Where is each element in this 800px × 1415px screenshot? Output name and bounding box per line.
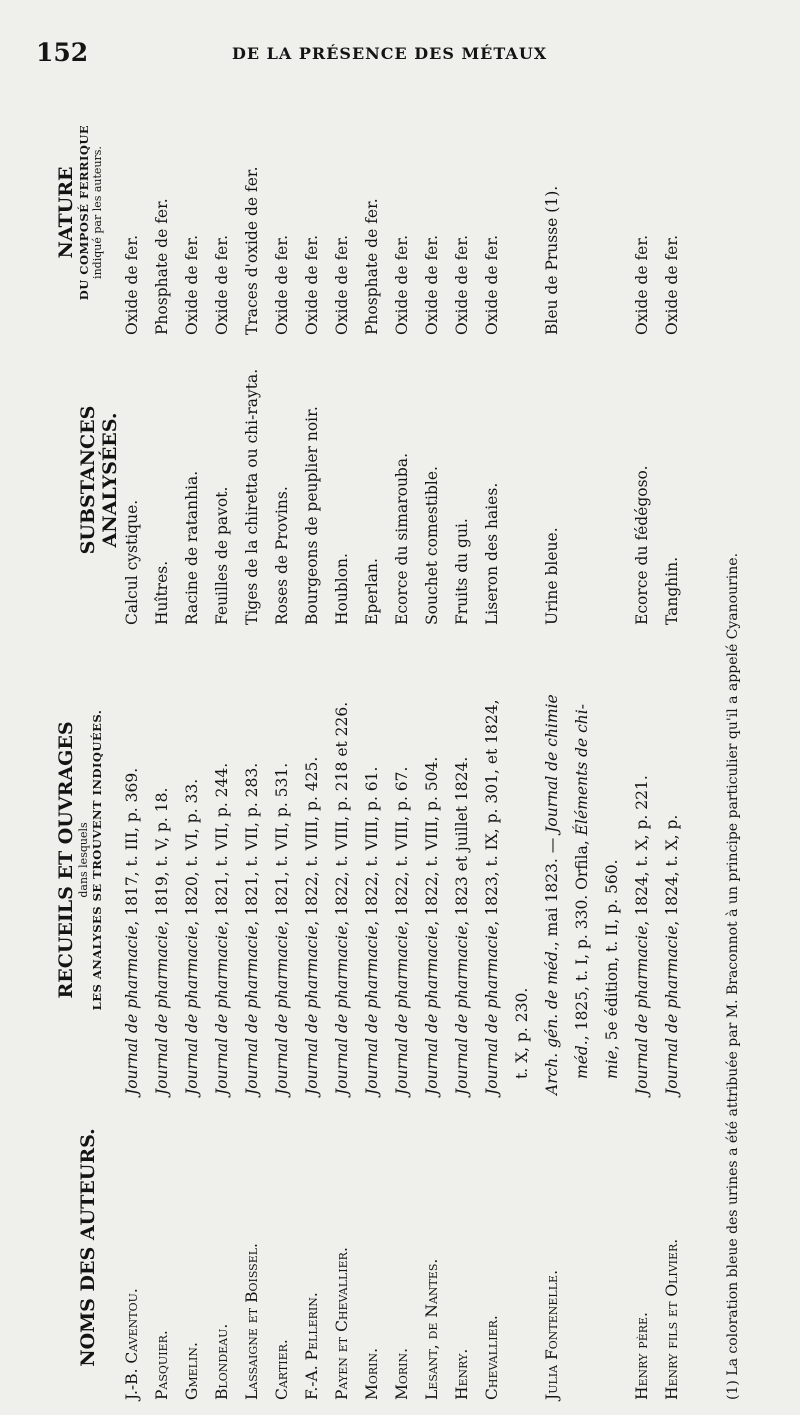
nature-title: NATURE: [55, 166, 77, 259]
journal-name: Journal de pharmacie: [123, 925, 141, 1095]
nature-cell: Bleu de Prusse (1).: [543, 185, 561, 335]
column-header-substances: SUBSTANCES ANALYSÉES.: [77, 405, 121, 555]
reference-cell: [417, 625, 447, 1095]
author-cell: Blondeau.: [213, 1323, 231, 1400]
reference-detail: , mai 1823. —: [543, 832, 561, 947]
reference-detail: , 1823 et juillet 1824.: [453, 756, 471, 926]
reference-line: [567, 625, 597, 1095]
journal-name: Journal de pharmacie: [243, 925, 261, 1095]
reference-detail: , 1821, t. VII, p. 244.: [213, 762, 231, 926]
table-row: [297, 90, 327, 1400]
reference-cell: [297, 625, 327, 1095]
journal-name: mie: [603, 1050, 621, 1079]
column-header-nature: [55, 90, 104, 335]
column-header-recueils: [55, 625, 104, 1095]
journal-name: Journal de pharmacie: [663, 925, 681, 1095]
journal-name: Journal de chimie: [543, 694, 561, 833]
reference-detail: , 1820, t. VI, p. 33.: [183, 778, 201, 926]
nature-cell: Oxide de fer.: [333, 235, 351, 335]
reference-detail: , 1824, t. X, p.: [663, 814, 681, 926]
rotated-table-block: [55, 90, 745, 1400]
author-cell: J.-B. Caventou.: [123, 1288, 141, 1400]
journal-name: Journal de pharmacie: [363, 925, 381, 1095]
reference-detail: , 1822, t. VIII, p. 61.: [363, 766, 381, 926]
journal-name: Journal de pharmacie: [483, 925, 501, 1095]
substance-cell: Calcul cystique.: [123, 499, 141, 625]
footnote: (1) La coloration bleue des urines a été attribuée par M. Braconnot à un principe particulier qu'il a appelé Cyanourine.: [725, 552, 741, 1400]
nature-cell: Oxide de fer.: [393, 235, 411, 335]
table-row: [327, 90, 357, 1400]
substance-cell: Souchet comestible.: [423, 466, 441, 625]
journal-name: Journal de pharmacie: [333, 925, 351, 1095]
reference-cell: [207, 625, 237, 1095]
journal-name: Éléments de chi-: [573, 704, 591, 836]
nature-cell: Oxide de fer.: [303, 235, 321, 335]
nature-cell: Oxide de fer.: [663, 235, 681, 335]
recueils-subtitle: LES ANALYSES SE TROUVENT INDIQUÉES.: [90, 709, 104, 1011]
reference-cell: [627, 625, 657, 1095]
reference-cell: [327, 625, 357, 1095]
table-row: [357, 90, 387, 1400]
reference-detail: , 1822, t. VIII, p. 67.: [393, 766, 411, 926]
reference-continuation: t. X, p. 230.: [513, 987, 531, 1079]
table-row: [387, 90, 417, 1400]
author-cell: Lesant, de Nantes.: [423, 1258, 441, 1400]
table-row: [177, 90, 207, 1400]
reference-detail: , 5e édition, t. II, p. 560.: [603, 859, 621, 1051]
reference-cell: [267, 625, 297, 1095]
analyses-table: [117, 90, 687, 1400]
author-cell: F.-A. Pellerin.: [303, 1292, 321, 1400]
reference-cell: [537, 625, 627, 1095]
nature-small: indiqué par les auteurs.: [91, 146, 104, 279]
substance-cell: Liseron des haies.: [483, 482, 501, 625]
nature-cell: Traces d'oxide de fer.: [243, 166, 261, 335]
reference-cell: [357, 625, 387, 1095]
nature-cell: Oxide de fer.: [483, 235, 501, 335]
author-cell: Morin.: [363, 1347, 381, 1400]
table-row: [447, 90, 477, 1400]
author-cell: Cartier.: [273, 1339, 291, 1400]
author-cell: Chevallier.: [483, 1315, 501, 1400]
nature-cell: Oxide de fer.: [213, 235, 231, 335]
substance-cell: Roses de Provins.: [273, 486, 291, 625]
reference-line: [597, 625, 627, 1095]
nature-cell: Oxide de fer.: [273, 235, 291, 335]
journal-name: Journal de pharmacie: [273, 925, 291, 1095]
reference-cell: [447, 625, 477, 1095]
substance-cell: Urine bleue.: [543, 527, 561, 625]
table-row: [207, 90, 237, 1400]
author-cell: Payen et Chevallier.: [333, 1247, 351, 1400]
substance-cell: Ecorce du fédégoso.: [633, 465, 651, 625]
reference-detail: , 1822, t. VIII, p. 425.: [303, 756, 321, 926]
substance-cell: Huîtres.: [153, 560, 171, 625]
substance-cell: Ecorce du simarouba.: [393, 452, 411, 625]
substance-cell: Fruits du gui.: [453, 518, 471, 625]
nature-cell: Phosphate de fer.: [153, 198, 171, 335]
reference-detail: , 1819, t. V, p. 18.: [153, 787, 171, 926]
recueils-title: RECUEILS ET OUVRAGES: [55, 721, 77, 999]
journal-name: Journal de pharmacie: [633, 925, 651, 1095]
reference-detail: , 1825, t. I, p. 330. Orfila,: [573, 835, 591, 1041]
substance-cell: Houblon.: [333, 553, 351, 625]
journal-name: Journal de pharmacie: [453, 925, 471, 1095]
table-row: [267, 90, 297, 1400]
table-body: [117, 90, 687, 1400]
author-cell: Henry fils et Olivier.: [663, 1238, 681, 1400]
journal-name: Journal de pharmacie: [423, 925, 441, 1095]
table-row: [657, 90, 687, 1400]
substance-cell: Bourgeons de peuplier noir.: [303, 406, 321, 625]
author-cell: Julia Fontenelle.: [543, 1270, 561, 1400]
substance-cell: Racine de ratanhia.: [183, 470, 201, 625]
table-row: [477, 90, 537, 1400]
journal-name: Journal de pharmacie: [303, 925, 321, 1095]
table-row: [537, 90, 627, 1400]
substance-cell: Feuilles de pavot.: [213, 486, 231, 625]
table-row: [627, 90, 657, 1400]
nature-cell: Oxide de fer.: [123, 235, 141, 335]
substance-cell: Eperlan.: [363, 558, 381, 625]
substance-cell: Tanghin.: [663, 556, 681, 625]
journal-name: Arch. gén. de méd.: [543, 946, 561, 1095]
reference-detail: , 1822, t. VIII, p. 218 et 226.: [333, 701, 351, 926]
author-cell: Lassaigne et Boissel.: [243, 1243, 261, 1400]
reference-cell: [477, 625, 537, 1095]
journal-name: Journal de pharmacie: [183, 925, 201, 1095]
journal-name: Journal de pharmacie: [213, 925, 231, 1095]
recueils-small: dans lesquels: [77, 822, 90, 898]
reference-line: [537, 625, 567, 1095]
reference-detail: , 1817, t. III, p. 369.: [123, 767, 141, 926]
table-row: [237, 90, 267, 1400]
author-cell: Pasquier.: [153, 1330, 171, 1400]
journal-name: Journal de pharmacie: [393, 925, 411, 1095]
reference-cell: [387, 625, 417, 1095]
nature-cell: Oxide de fer.: [183, 235, 201, 335]
nature-cell: Oxide de fer.: [423, 235, 441, 335]
nature-cell: Oxide de fer.: [633, 235, 651, 335]
column-header-authors: NOMS DES AUTEURS.: [77, 1128, 99, 1367]
table-row: [417, 90, 447, 1400]
author-cell: Henry père.: [633, 1312, 651, 1400]
author-cell: Gmelin.: [183, 1342, 201, 1400]
substance-cell: Tiges de la chiretta ou chi-rayta.: [243, 368, 261, 625]
nature-subtitle: DU COMPOSÉ FERRIQUE: [77, 124, 91, 301]
nature-cell: Phosphate de fer.: [363, 198, 381, 335]
reference-detail: , 1821, t. VII, p. 531.: [273, 762, 291, 926]
author-cell: Morin.: [393, 1347, 411, 1400]
reference-detail: , 1824, t. X, p. 221.: [633, 775, 651, 926]
reference-cell: [657, 625, 687, 1095]
reference-detail: , 1823, t. IX, p. 301, et 1824,: [483, 699, 501, 926]
reference-detail: , 1822, t. VIII, p. 504.: [423, 756, 441, 926]
author-cell: Henry.: [453, 1348, 471, 1400]
running-title: DE LA PRÉSENCE DES MÉTAUX: [232, 44, 548, 63]
table-row: [147, 90, 177, 1400]
reference-cell: [177, 625, 207, 1095]
journal-name: Journal de pharmacie: [153, 925, 171, 1095]
reference-detail: , 1821, t. VII, p. 283.: [243, 762, 261, 926]
reference-cell: [147, 625, 177, 1095]
reference-cell: [237, 625, 267, 1095]
journal-name: méd.: [573, 1040, 591, 1079]
page-number: 152: [36, 38, 89, 67]
nature-cell: Oxide de fer.: [453, 235, 471, 335]
table-row: [117, 90, 147, 1400]
reference-cell: [117, 625, 147, 1095]
